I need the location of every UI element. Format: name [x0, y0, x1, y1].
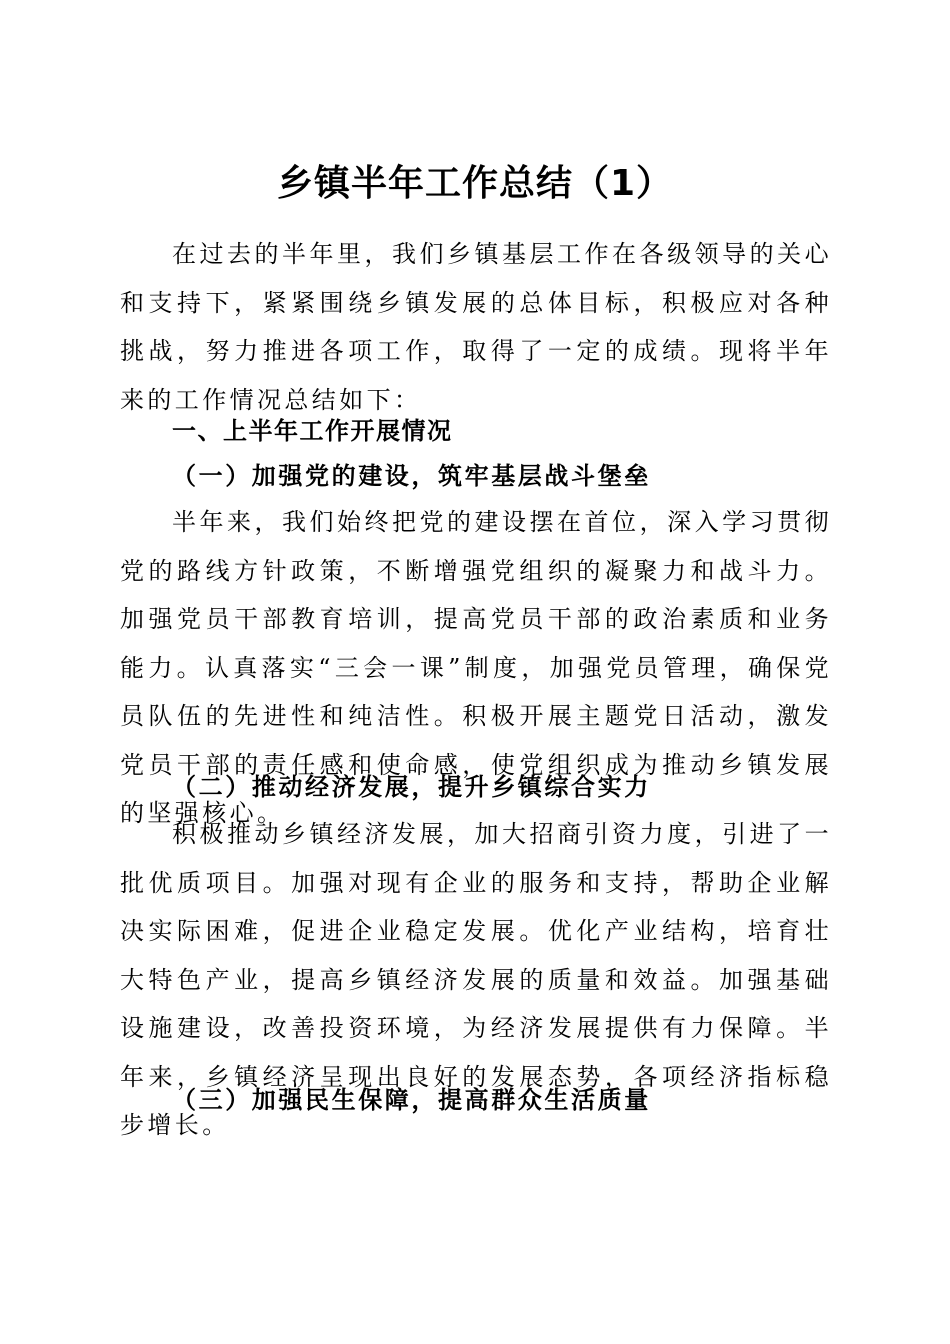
subsection-heading-3: （三）加强民生保障，提高群众生活质量: [172, 1085, 651, 1114]
intro-paragraph: 在过去的半年里，我们乡镇基层工作在各级领导的关心和支持下，紧紧围绕乡镇发展的总体目标，积极应对各种挑战，努力推进各项工作，取得了一定的成绩。现将半年来的工作情况总结如下：: [120, 240, 832, 414]
document-title: 乡镇半年工作总结（1）: [276, 163, 674, 205]
subsection-heading-1: （一）加强党的建设，筑牢基层战斗堡垒: [172, 461, 651, 490]
subsection-1-paragraph: 半年来，我们始终把党的建设摆在首位，深入学习贯彻党的路线方针政策，不断增强党组织的凝聚力和战斗力。加强党员干部教育培训，提高党员干部的政治素质和业务能力。认真落实“三会一课”制度，加强党员管理，确保党员队伍的先进性和纯洁性。积极开展主题党日活动，激发党员干部的责任感和使命感，使党组织成为推动乡镇发展的坚强核心。: [120, 508, 832, 827]
subsection-heading-2: （二）推动经济发展，提升乡镇综合实力: [172, 772, 651, 801]
subsection-2-paragraph: 积极推动乡镇经济发展，加大招商引资力度，引进了一批优质项目。加强对现有企业的服务和支持，帮助企业解决实际困难，促进企业稳定发展。优化产业结构，培育壮大特色产业，提高乡镇经济发展的质量和效益。加强基础设施建设，改善投资环境，为经济发展提供有力保障。半年来，乡镇经济呈现出良好的发展态势，各项经济指标稳步增长。: [120, 820, 832, 1139]
section-heading-1: 一、上半年工作开展情况: [172, 417, 453, 445]
